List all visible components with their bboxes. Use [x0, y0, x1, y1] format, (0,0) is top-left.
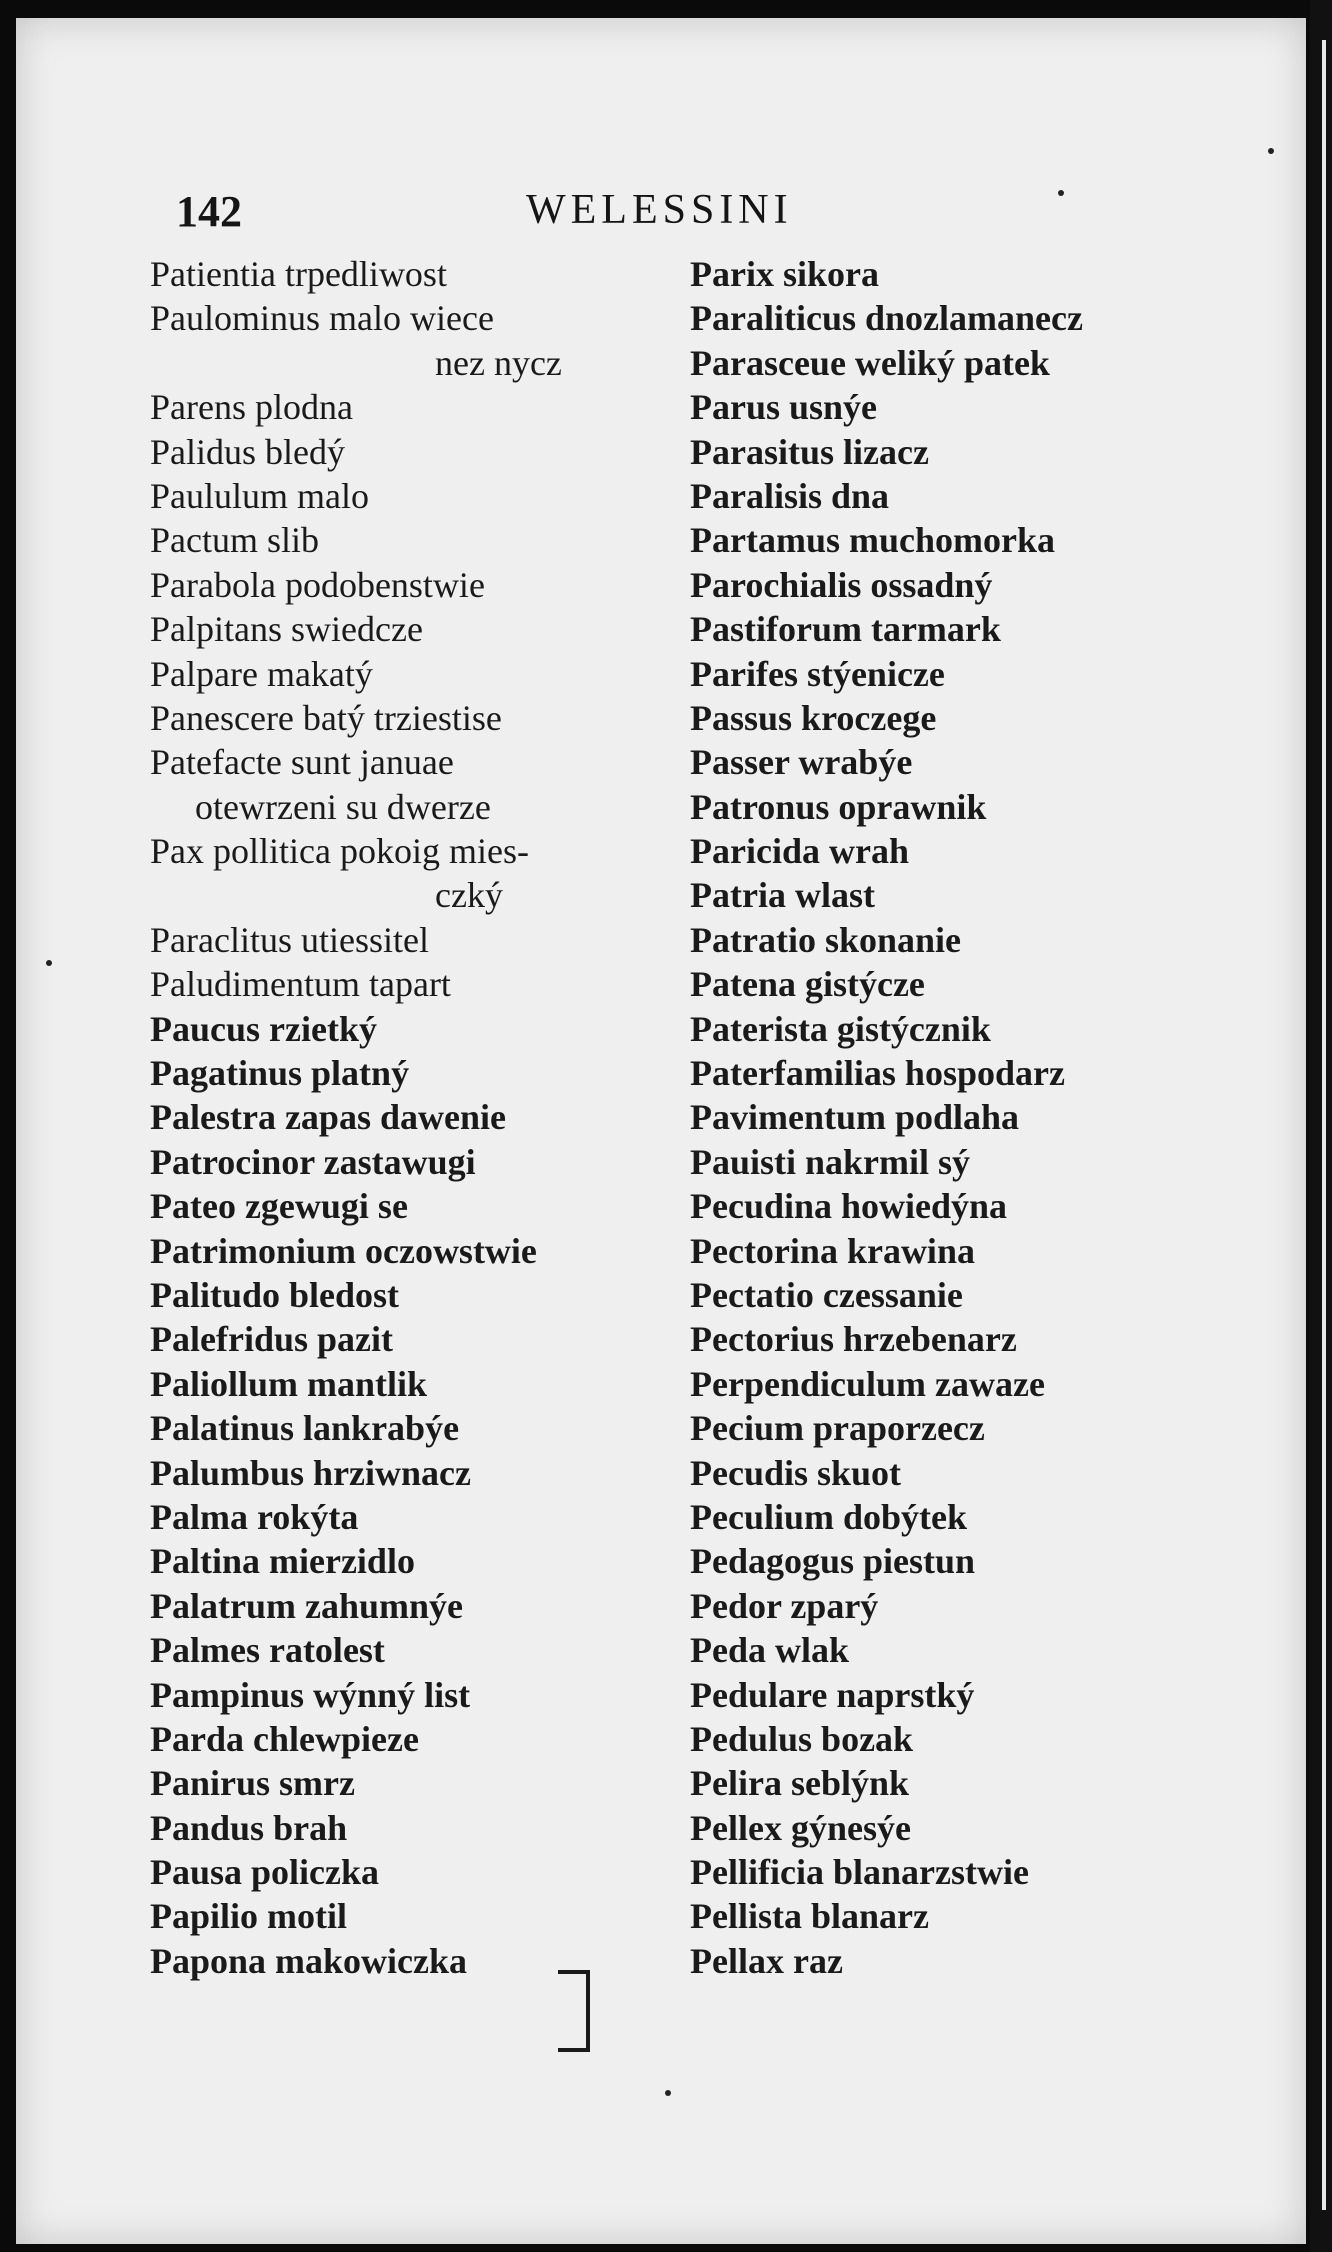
entry: Palmes ratolest [150, 1630, 385, 1671]
entry: Patrimonium oczowstwie [150, 1230, 537, 1271]
entry: Palumbus hrziwnacz [150, 1452, 472, 1493]
entry: Parens plodna [150, 387, 353, 428]
entry: Palestra zapas dawenie [150, 1097, 506, 1138]
entry: Pausa policzka [150, 1852, 380, 1893]
entry: Parochialis ossadný [690, 564, 993, 605]
entry: Paulominus malo wiece [150, 298, 494, 339]
entry: Patrocinor zastawugi [150, 1141, 476, 1182]
entry: Palidus bledý [150, 431, 345, 472]
entry: Patena gistýcze [690, 964, 925, 1005]
facing-page-edge [1310, 0, 1332, 2252]
entry: Paludimentum tapart [150, 964, 451, 1005]
ink-speck [1268, 148, 1274, 154]
entry: Parasceue weliký patek [690, 342, 1050, 383]
entry: Pauisti nakrmil sý [690, 1141, 971, 1182]
entry: Paucus rzietký [150, 1008, 377, 1049]
entry: Pateo zgewugi se [150, 1186, 408, 1227]
entry: Pectorina krawina [690, 1230, 975, 1271]
entry: Paterfamilias hospodarz [690, 1053, 1065, 1094]
entry: Pecudina howiedýna [690, 1186, 1008, 1227]
entry-continuation: czký [435, 875, 503, 916]
entry: Paltina mierzidlo [150, 1541, 415, 1582]
entry: Pecudis skuot [690, 1452, 902, 1493]
ink-speck [46, 960, 52, 966]
entry: Patientia trpedliwost [150, 254, 447, 294]
entry: Pedulus bozak [690, 1718, 914, 1759]
entry: Pectorius hrzebenarz [690, 1319, 1017, 1360]
entry: Pavimentum podlaha [690, 1097, 1020, 1138]
entry: Parasitus lizacz [690, 431, 929, 472]
entry: Parifes stýenicze [690, 653, 945, 694]
entry: Papilio motil [150, 1896, 347, 1937]
entry: Palpare makatý [150, 653, 373, 694]
entry: Pastiforum tarmark [690, 609, 1001, 650]
entry: Pax pollitica pokoig mies- [150, 831, 529, 872]
entry: Passus kroczege [690, 697, 937, 738]
entry: Paliollum mantlik [150, 1363, 428, 1404]
entry: Pectatio czessanie [690, 1274, 963, 1315]
entry: Panirus smrz [150, 1763, 355, 1804]
printer-bracket-mark [558, 1970, 590, 2052]
entry: Pedulare naprstký [690, 1674, 975, 1715]
entry: Pellex gýnesýe [690, 1807, 911, 1848]
ink-speck [1058, 190, 1064, 196]
entry: Patronus oprawnik [690, 786, 987, 827]
entry: Pedor zparý [690, 1585, 879, 1626]
entry: Parabola podobenstwie [150, 564, 485, 605]
page-number: 142 [176, 187, 242, 236]
page-header [166, 186, 1186, 246]
entry: Pagatinus platný [150, 1053, 410, 1094]
entry: Patefacte sunt januae [150, 742, 454, 783]
entry: Paululum malo [150, 475, 369, 516]
running-head: WELESSINI [526, 187, 793, 233]
entry: Pecium praporzecz [690, 1408, 985, 1449]
entry: Pactum slib [150, 520, 319, 561]
entry: Pandus brah [150, 1807, 348, 1848]
entry: Peda wlak [690, 1630, 850, 1671]
entry: Palitudo bledost [150, 1274, 400, 1315]
entry: Peculium dobýtek [690, 1496, 968, 1537]
ink-speck [665, 2090, 671, 2096]
entry: Pampinus wýnný list [150, 1674, 471, 1715]
entry: Palma rokýta [150, 1496, 359, 1537]
entry: Palatinus lankrabýe [150, 1408, 460, 1449]
entry-continuation: nez nycz [435, 342, 562, 383]
entry: Parus usnýe [690, 387, 878, 428]
entry: Partamus muchomorka [690, 520, 1055, 561]
entry: Parix sikora [690, 254, 879, 294]
entry: Paricida wrah [690, 831, 909, 872]
entry: Pellax raz [690, 1940, 843, 1981]
left-column [150, 252, 660, 1983]
entry: Paterista gistýcznik [690, 1008, 991, 1049]
entry: Pedagogus piestun [690, 1541, 976, 1582]
entry: Pelira seblýnk [690, 1763, 910, 1804]
entry: Parda chlewpieze [150, 1718, 419, 1759]
entry: Papona makowiczka [150, 1940, 468, 1981]
entry: Patratio skonanie [690, 919, 962, 960]
entry-continuation: otewrzeni su dwerze [195, 786, 491, 827]
entry: Palatrum zahumnýe [150, 1585, 463, 1626]
entry: Patria wlast [690, 875, 875, 916]
entry: Panescere batý trziestise [150, 697, 502, 738]
entry: Paraliticus dnozlamanecz [690, 298, 1083, 339]
entry: Palefridus pazit [150, 1319, 393, 1360]
page-edge-line [1322, 40, 1326, 2210]
entry: Passer wrabýe [690, 742, 913, 783]
entry: Palpitans swiedcze [150, 609, 423, 650]
entry: Perpendiculum zawaze [690, 1363, 1045, 1404]
entry: Pellista blanarz [690, 1896, 929, 1937]
entry: Paraclitus utiessitel [150, 919, 429, 960]
right-column [690, 252, 1210, 1983]
entry: Pellificia blanarzstwie [690, 1852, 1029, 1893]
entry: Paralisis dna [690, 475, 890, 516]
